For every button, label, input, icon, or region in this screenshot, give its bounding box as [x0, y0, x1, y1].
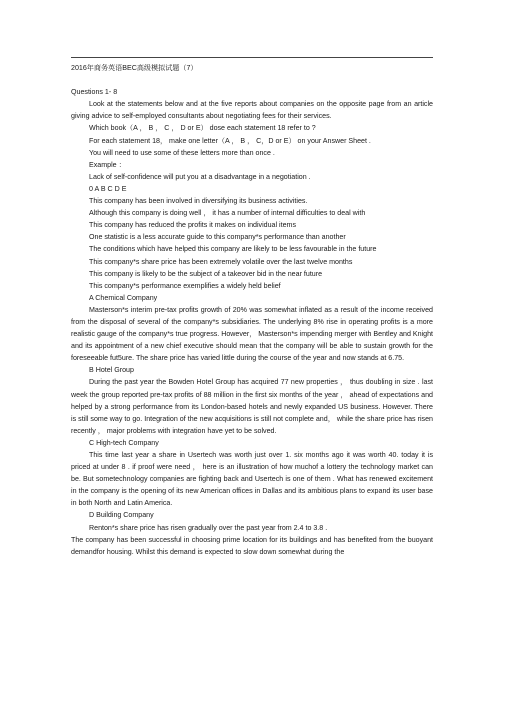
questions-heading: Questions 1- 8 — [71, 88, 118, 97]
section-d-text-first-line: Renton*s share price has risen gradually over the past year from 2.4 to 3.8 . — [89, 523, 328, 532]
section-d-text: The company has been successful in choosing prime location for its buildings and has benefited from the buoyant demandfor housing. Whilst this demand is expected to slow down somewhat during the — [71, 535, 433, 556]
example-label: Example ： — [89, 160, 126, 169]
statement-item: This company is likely to be the subject of a takeover bid in the near future — [89, 269, 323, 278]
statement-item: This company has been involved in diversifying its business activities. — [89, 197, 308, 206]
header-rule — [71, 57, 433, 58]
example-text: Lack of self-confidence will put you at a disadvantage in a negotiation . — [89, 172, 311, 181]
example-letters: 0 A B C D E — [89, 184, 127, 193]
statement-item: Although this company is doing well ， it has a number of internal difficulties to deal with — [89, 209, 366, 218]
statement-item: The conditions which have helped this company are likely to be less favourable in the future — [89, 245, 377, 254]
instruction-line: You will need to use some of these letters more than once . — [89, 148, 275, 157]
document-body — [71, 62, 433, 558]
section-a-text: Masterson*s interim pre-tax profits growth of 20% was somewhat inflated as a result of the income received from the disposal of several of the company*s subsidiaries. The underlying 8% rise in operating profits is a more realistic gauge of the company*s true progress. However， Masterson*s impending merger with Bentley and Knight and its appointment of a new chief executive should mean that the company will be able to sustain growth for the foreseeable fut5ure. The share price has varied little during the course of the year and now stands at 6.75. — [71, 305, 433, 363]
instruction-line: Which book（A ， B ， C ， D or E） dose each statement 18 refer to ? — [89, 124, 316, 133]
section-c-heading: C High-tech Company — [89, 438, 159, 447]
statement-item: One statistic is a less accurate guide to this company*s performance than another — [89, 233, 346, 242]
section-a-heading: A Chemical Company — [89, 293, 158, 302]
statement-item: This company*s performance exemplifies a widely held belief — [89, 281, 281, 290]
instruction-line: For each statement 18， make one letter（A ， B ， C，D or E） on your Answer Sheet . — [89, 136, 371, 145]
instructions-paragraph: Look at the statements below and at the five reports about companies on the opposite page from an article giving advice to self-employed consultants about negotiating fees for their services. — [71, 100, 433, 121]
statement-item: This company has reduced the profits it makes on individual items — [89, 221, 297, 230]
section-c-text: This time last year a share in Usertech was worth just over 1. six months ago it was worth 40. today it is priced at under 8 . if proof were need ， here is an illustration of how muchof a lottery the technology market can be. But sometechnology companies are fighting back and Usertech is one of them . What has renewed excitement in the company is the opening of its new American offices in Dallas and its ambitious plans to expand its user base in both North and Latin America. — [71, 451, 433, 508]
section-b-text: During the past year the Bowden Hotel Group has acquired 77 new properties ， thus doubling in size . last week the group reported pre-tax profits of 88 million in the first six months of the year ， ahead of expectations and helped by a strong performance from its London-based hotels and newly expanded US business. However. There is still some way to go. Integration of the new acquisitions is still not complete and， while the share price has risen recently ， major problems with integration have yet to be solved. — [71, 378, 433, 435]
section-d-heading: D Building Company — [89, 511, 154, 520]
section-b-heading: B Hotel Group — [89, 366, 134, 375]
statement-item: This company*s share price has been extremely volatile over the last twelve months — [89, 257, 353, 266]
document-title: 2016年商务英语BEC高级模拟试题（7） — [71, 64, 198, 72]
